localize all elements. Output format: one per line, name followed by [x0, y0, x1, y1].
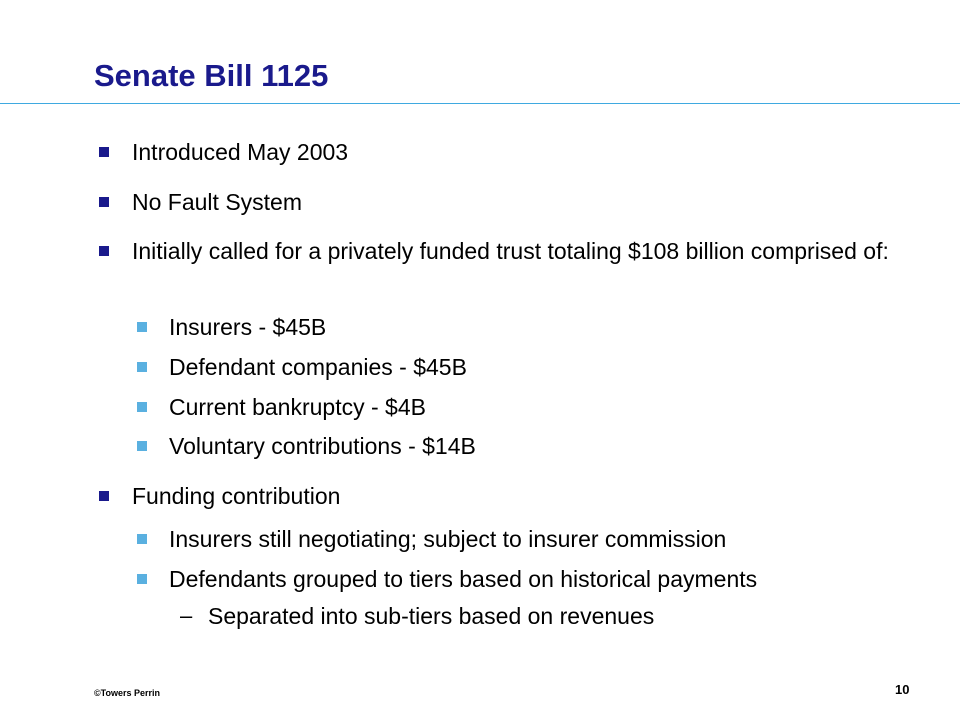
bullet-text: Voluntary contributions - $14B	[169, 433, 476, 459]
page-number: 10	[895, 682, 910, 697]
bullet-square-icon	[99, 147, 109, 157]
sub-bullet-item	[169, 352, 467, 383]
sub-sub-bullet-item	[208, 601, 654, 632]
footer-copyright: ©Towers Perrin	[94, 688, 160, 698]
sub-bullet-square-icon	[137, 322, 147, 332]
sub-bullet-item	[169, 392, 426, 423]
bullet-text: Funding contribution	[132, 483, 341, 509]
bullet-item	[132, 481, 340, 512]
sub-bullet-item	[169, 431, 476, 462]
bullet-text: Separated into sub-tiers based on revenues	[208, 603, 655, 629]
bullet-square-icon	[99, 246, 109, 256]
bullet-text: Introduced May 2003	[132, 139, 349, 165]
sub-bullet-item	[169, 564, 757, 595]
bullet-square-icon	[99, 491, 109, 501]
sub-bullet-item	[169, 524, 726, 555]
sub-bullet-square-icon	[137, 441, 147, 451]
sub-bullet-square-icon	[137, 362, 147, 372]
bullet-item	[132, 187, 302, 218]
bullet-item	[132, 236, 892, 267]
bullet-text: Initially called for a privately funded trust totaling $108 billion comprised of:	[132, 238, 889, 264]
bullet-item	[132, 137, 348, 168]
sub-bullet-square-icon	[137, 534, 147, 544]
sub-bullet-square-icon	[137, 574, 147, 584]
slide-title: Senate Bill 1125	[94, 58, 329, 93]
sub-bullet-item	[169, 312, 326, 343]
bullet-square-icon	[99, 197, 109, 207]
bullet-text: Insurers - $45B	[169, 314, 327, 340]
sub-bullet-square-icon	[137, 402, 147, 412]
bullet-text: Defendant companies - $45B	[169, 354, 467, 380]
bullet-text: Defendants grouped to tiers based on historical payments	[169, 566, 758, 592]
bullet-text: Insurers still negotiating; subject to insurer commission	[169, 526, 727, 552]
bullet-text: Current bankruptcy - $4B	[169, 394, 426, 420]
bullet-text: No Fault System	[132, 189, 302, 215]
dash-bullet-icon: –	[180, 603, 193, 628]
